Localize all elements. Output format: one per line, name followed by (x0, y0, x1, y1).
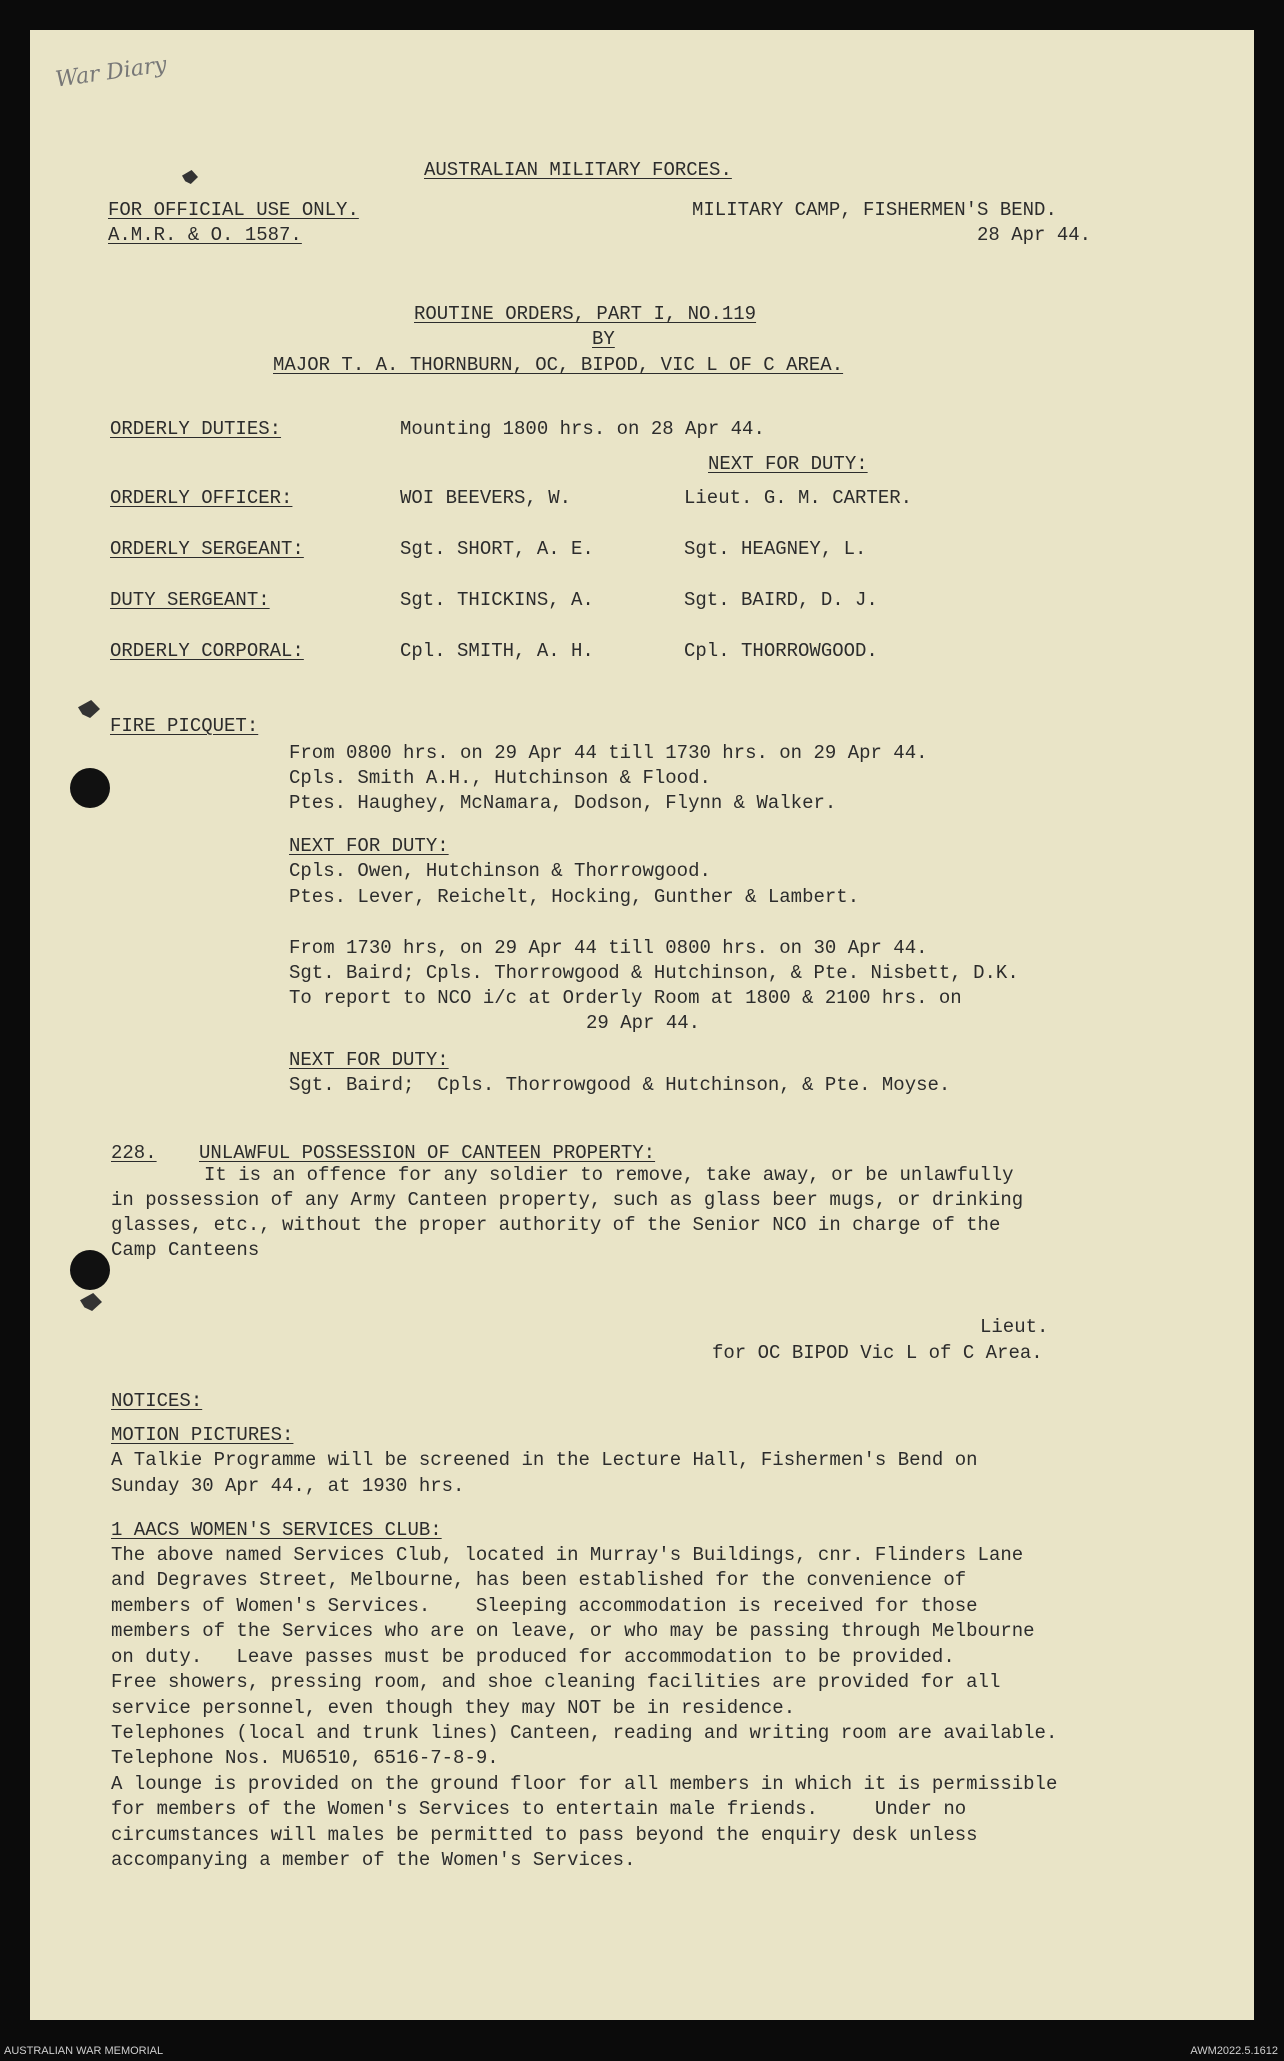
duty-current: WOI BEEVERS, W. (400, 487, 572, 509)
picquet-line: To report to NCO i/c at Orderly Room at 1800 & 2100 hrs. on (289, 987, 962, 1009)
club-line: Telephone Nos. MU6510, 6516-7-8-9. (111, 1747, 499, 1769)
motion-pictures-heading: MOTION PICTURES: (111, 1424, 294, 1446)
duty-next: Lieut. G. M. CARTER. (684, 487, 913, 509)
picquet-next-header: NEXT FOR DUTY: (289, 1049, 449, 1071)
camp-location: MILITARY CAMP, FISHERMEN'S BEND. (692, 199, 1057, 221)
club-line: on duty. Leave passes must be produced for accommodation to be provided. (111, 1646, 955, 1668)
item-body-line: glasses, etc., without the proper authority of the Senior NCO in charge of the (111, 1214, 1001, 1236)
signature-rank: Lieut. (980, 1316, 1049, 1338)
duty-role: ORDERLY OFFICER: (110, 487, 293, 509)
duty-role: ORDERLY CORPORAL: (110, 640, 304, 662)
club-line: The above named Services Club, located in Murray's Buildings, cnr. Flinders Lane (111, 1544, 1024, 1566)
duty-current: Sgt. THICKINS, A. (400, 589, 594, 611)
handwritten-annotation: War Diary (53, 52, 169, 93)
club-line: A lounge is provided on the ground floor for all members in which it is permissible (111, 1773, 1058, 1795)
item-body-line: Camp Canteens (111, 1239, 260, 1261)
notice-line: Sunday 30 Apr 44., at 1930 hrs. (111, 1475, 465, 1497)
next-for-duty-header: NEXT FOR DUTY: (708, 453, 868, 475)
picquet-line: Sgt. Baird; Cpls. Thorrowgood & Hutchinson, & Pte. Moyse. (289, 1074, 951, 1096)
item-body-line: in possession of any Army Canteen property, such as glass beer mugs, or drinking (111, 1189, 1024, 1211)
fire-picquet-label: FIRE PICQUET: (110, 715, 259, 737)
club-line: accompanying a member of the Women's Services. (111, 1849, 636, 1871)
picquet-next-header: NEXT FOR DUTY: (289, 835, 449, 857)
org-heading: AUSTRALIAN MILITARY FORCES. (424, 159, 732, 181)
item-body-line: It is an offence for any soldier to remove, take away, or be unlawfully (204, 1164, 1014, 1186)
picquet-line: Cpls. Owen, Hutchinson & Thorrowgood. (289, 860, 711, 882)
club-line: circumstances will males be permitted to pass beyond the enquiry desk unless (111, 1824, 978, 1846)
title-commander: MAJOR T. A. THORNBURN, OC, BIPOD, VIC L OF C AREA. (273, 354, 844, 376)
duty-next: Sgt. BAIRD, D. J. (684, 589, 878, 611)
club-line: Telephones (local and trunk lines) Canteen, reading and writing room are available. (111, 1722, 1058, 1744)
notices-heading: NOTICES: (111, 1390, 203, 1412)
order-date: 28 Apr 44. (977, 224, 1092, 246)
club-line: service personnel, even though they may NOT be in residence. (111, 1697, 796, 1719)
club-line: members of Women's Services. Sleeping accommodation is received for those (111, 1595, 978, 1617)
archive-footer-left: AUSTRALIAN WAR MEMORIAL (4, 2045, 164, 2057)
picquet-line: Ptes. Lever, Reichelt, Hocking, Gunther & Lambert. (289, 886, 860, 908)
item-number: 228. (111, 1142, 157, 1164)
mounting-time: Mounting 1800 hrs. on 28 Apr 44. (400, 418, 765, 440)
duty-role: DUTY SERGEANT: (110, 589, 270, 611)
duty-next: Cpl. THORROWGOOD. (684, 640, 878, 662)
picquet-line: From 0800 hrs. on 29 Apr 44 till 1730 hrs. on 29 Apr 44. (289, 742, 928, 764)
routine-orders-title: ROUTINE ORDERS, PART I, NO.119 (414, 303, 757, 325)
club-line: Free showers, pressing room, and shoe cleaning facilities are provided for all (111, 1671, 1001, 1693)
picquet-line: Sgt. Baird; Cpls. Thorrowgood & Hutchinson, & Pte. Nisbett, D.K. (289, 962, 1019, 984)
item-heading: UNLAWFUL POSSESSION OF CANTEEN PROPERTY: (199, 1142, 656, 1164)
official-use-notice: FOR OFFICIAL USE ONLY. (108, 199, 359, 221)
orderly-duties-label: ORDERLY DUTIES: (110, 418, 282, 440)
punch-hole-top (70, 768, 110, 808)
notice-line: A Talkie Programme will be screened in the Lecture Hall, Fishermen's Bend on (111, 1449, 978, 1471)
club-line: members of the Services who are on leave, or who may be passing through Melbourne (111, 1620, 1035, 1642)
duty-current: Sgt. SHORT, A. E. (400, 538, 594, 560)
duty-current: Cpl. SMITH, A. H. (400, 640, 594, 662)
picquet-line: 29 Apr 44. (586, 1012, 701, 1034)
punch-hole-bottom (70, 1250, 110, 1290)
amr-reference: A.M.R. & O. 1587. (108, 224, 302, 246)
club-line: and Degraves Street, Melbourne, has been established for the convenience of (111, 1569, 967, 1591)
archive-footer-right: AWM2022.5.1612 (1190, 2045, 1278, 2057)
duty-role: ORDERLY SERGEANT: (110, 538, 304, 560)
club-heading: 1 AACS WOMEN'S SERVICES CLUB: (111, 1519, 442, 1541)
duty-next: Sgt. HEAGNEY, L. (684, 538, 867, 560)
picquet-line: Ptes. Haughey, McNamara, Dodson, Flynn & Walker. (289, 792, 837, 814)
picquet-line: Cpls. Smith A.H., Hutchinson & Flood. (289, 767, 711, 789)
signature-line: for OC BIPOD Vic L of C Area. (712, 1342, 1043, 1364)
picquet-line: From 1730 hrs, on 29 Apr 44 till 0800 hrs. on 30 Apr 44. (289, 937, 928, 959)
title-by: BY (592, 328, 615, 350)
club-line: for members of the Women's Services to entertain male friends. Under no (111, 1798, 967, 1820)
